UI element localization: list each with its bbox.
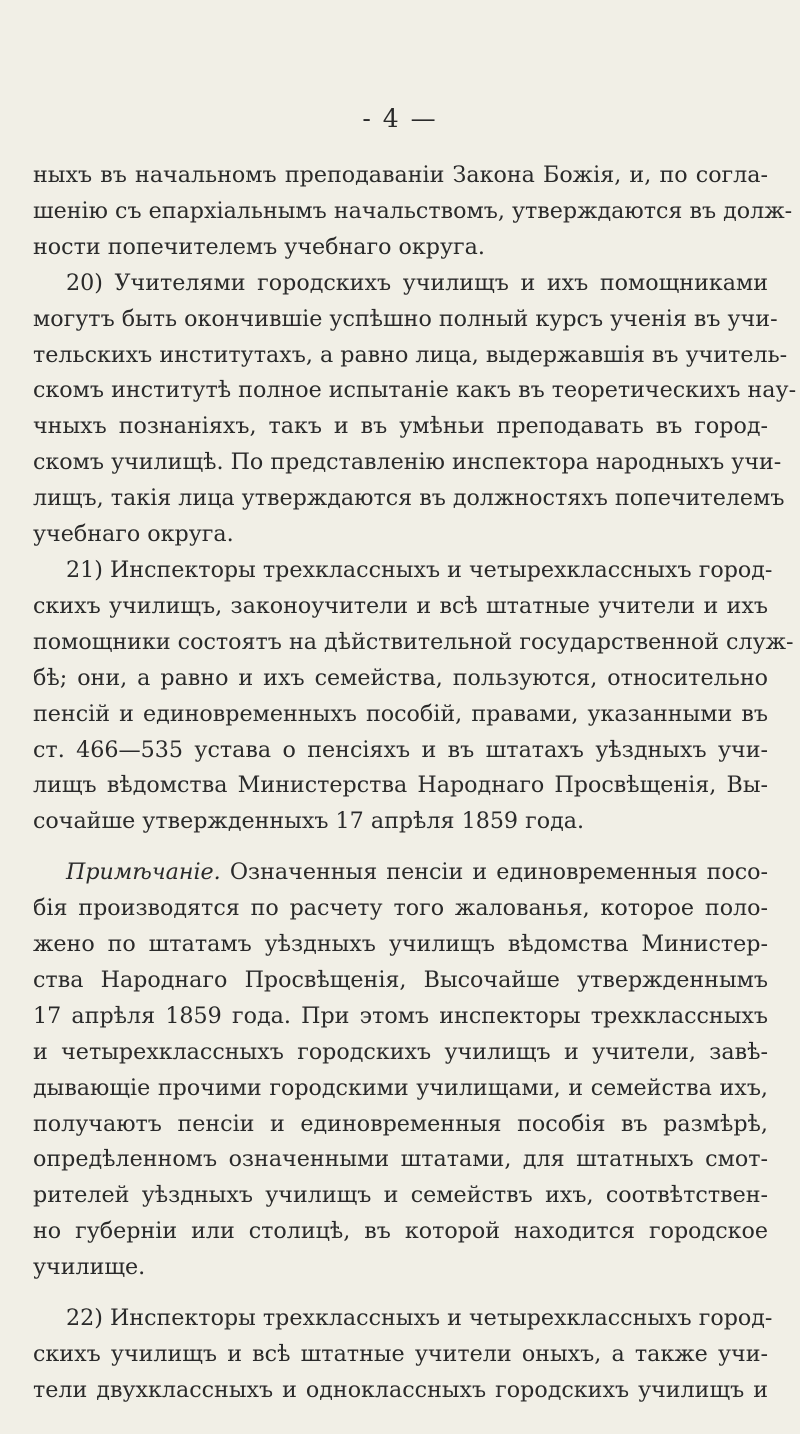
text-line: но губерніи или столицѣ, въ которой находится городское — [33, 1218, 768, 1245]
text-line: опредѣленномъ означенными штатами, для штатныхъ смот- — [33, 1146, 768, 1173]
paragraph-p-cont — [33, 158, 793, 266]
text-line: получаютъ пенсіи и единовременныя пособія въ размѣрѣ, — [33, 1110, 768, 1137]
text-line: 22) Инспекторы трехклассныхъ и четырехклассныхъ город- — [66, 1305, 773, 1332]
text-line: сочайше утвержденныхъ 17 апрѣля 1859 года. — [33, 808, 585, 835]
text-line: скихъ училищъ и всѣ штатные учители оныхъ, а также учи- — [33, 1341, 768, 1367]
paragraph-p21 — [33, 553, 794, 840]
text-line: скомъ институтѣ полное испытаніе какъ въ теоретическихъ нау- — [33, 377, 797, 404]
text-line: ст. 466—535 устава о пенсіяхъ и въ штатахъ уѣздныхъ учи- — [33, 736, 768, 763]
text-line: учебнаго округа. — [33, 521, 234, 548]
note-heading: Примѣчаніе. — [66, 859, 221, 886]
body-text — [33, 158, 797, 1409]
text-line: бѣ; они, а равно и ихъ семейства, пользуются, относительно — [33, 664, 768, 691]
text-line: дывающіе прочими городскими училищами, и семейства ихъ, — [33, 1074, 768, 1101]
paragraph-gap — [33, 840, 768, 855]
text-line: скомъ училищѣ. По представленію инспектора народныхъ учи- — [33, 449, 782, 476]
text-line: и четырехклассныхъ городскихъ училищъ и учители, завѣ- — [33, 1038, 768, 1065]
text-line: училище. — [33, 1254, 146, 1281]
text-line: 17 апрѣля 1859 года. При этомъ инспекторы трехклассныхъ — [33, 1002, 768, 1029]
text-line: ности попечителемъ учебнаго округа. — [33, 233, 485, 260]
text-line: скихъ училищъ, законоучители и всѣ штатные учители и ихъ — [33, 592, 768, 619]
text-line: рителей уѣздныхъ училищъ и семействъ ихъ, соотвѣтствен- — [33, 1182, 768, 1209]
text-line: бія производятся по расчету того жалованья, которое поло- — [33, 895, 768, 922]
text-line — [33, 855, 768, 891]
text-line: 21) Инспекторы трехклассныхъ и четырехклассныхъ город- — [66, 556, 773, 583]
text-line: тели двухклассныхъ и одноклассныхъ городскихъ училищъ и — [33, 1376, 768, 1403]
text-line: могутъ быть окончившіе успѣшно полный курсъ ученія въ учи- — [33, 305, 778, 332]
text-line: шенію съ епархіальнымъ начальствомъ, утверждаются въ долж- — [33, 197, 793, 224]
page-number: - 4 — — [362, 104, 438, 133]
text-line: 20) Учителями городскихъ училищъ и ихъ помощниками — [66, 269, 768, 296]
text-line: лищъ, такія лица утверждаются въ должностяхъ попечителемъ — [33, 485, 785, 512]
text-line: чныхъ познаніяхъ, такъ и въ умѣньи преподавать въ город- — [33, 413, 768, 440]
paragraph-note — [33, 855, 768, 1286]
note-text: Означенныя пенсіи и единовременныя посо- — [220, 859, 768, 886]
paragraph-p22 — [33, 1301, 773, 1409]
text-line: тельскихъ институтахъ, а равно лица, выдержавшія въ учитель- — [33, 341, 788, 368]
text-line: помощники состоятъ на дѣйствительной государственной служ- — [33, 628, 794, 655]
text-line: жено по штатамъ уѣздныхъ училищъ вѣдомства Министер- — [33, 931, 768, 958]
text-line: ства Народнаго Просвѣщенія, Высочайше утвержденнымъ — [33, 966, 768, 993]
text-line: пенсій и единовременныхъ пособій, правами, указанными въ — [33, 700, 768, 727]
paragraph-gap — [33, 1286, 768, 1301]
paragraph-p20 — [33, 266, 797, 553]
text-line: лищъ вѣдомства Министерства Народнаго Просвѣщенія, Вы- — [33, 772, 768, 799]
text-line: ныхъ въ начальномъ преподаваніи Закона Божія, и, по согла- — [33, 162, 768, 188]
